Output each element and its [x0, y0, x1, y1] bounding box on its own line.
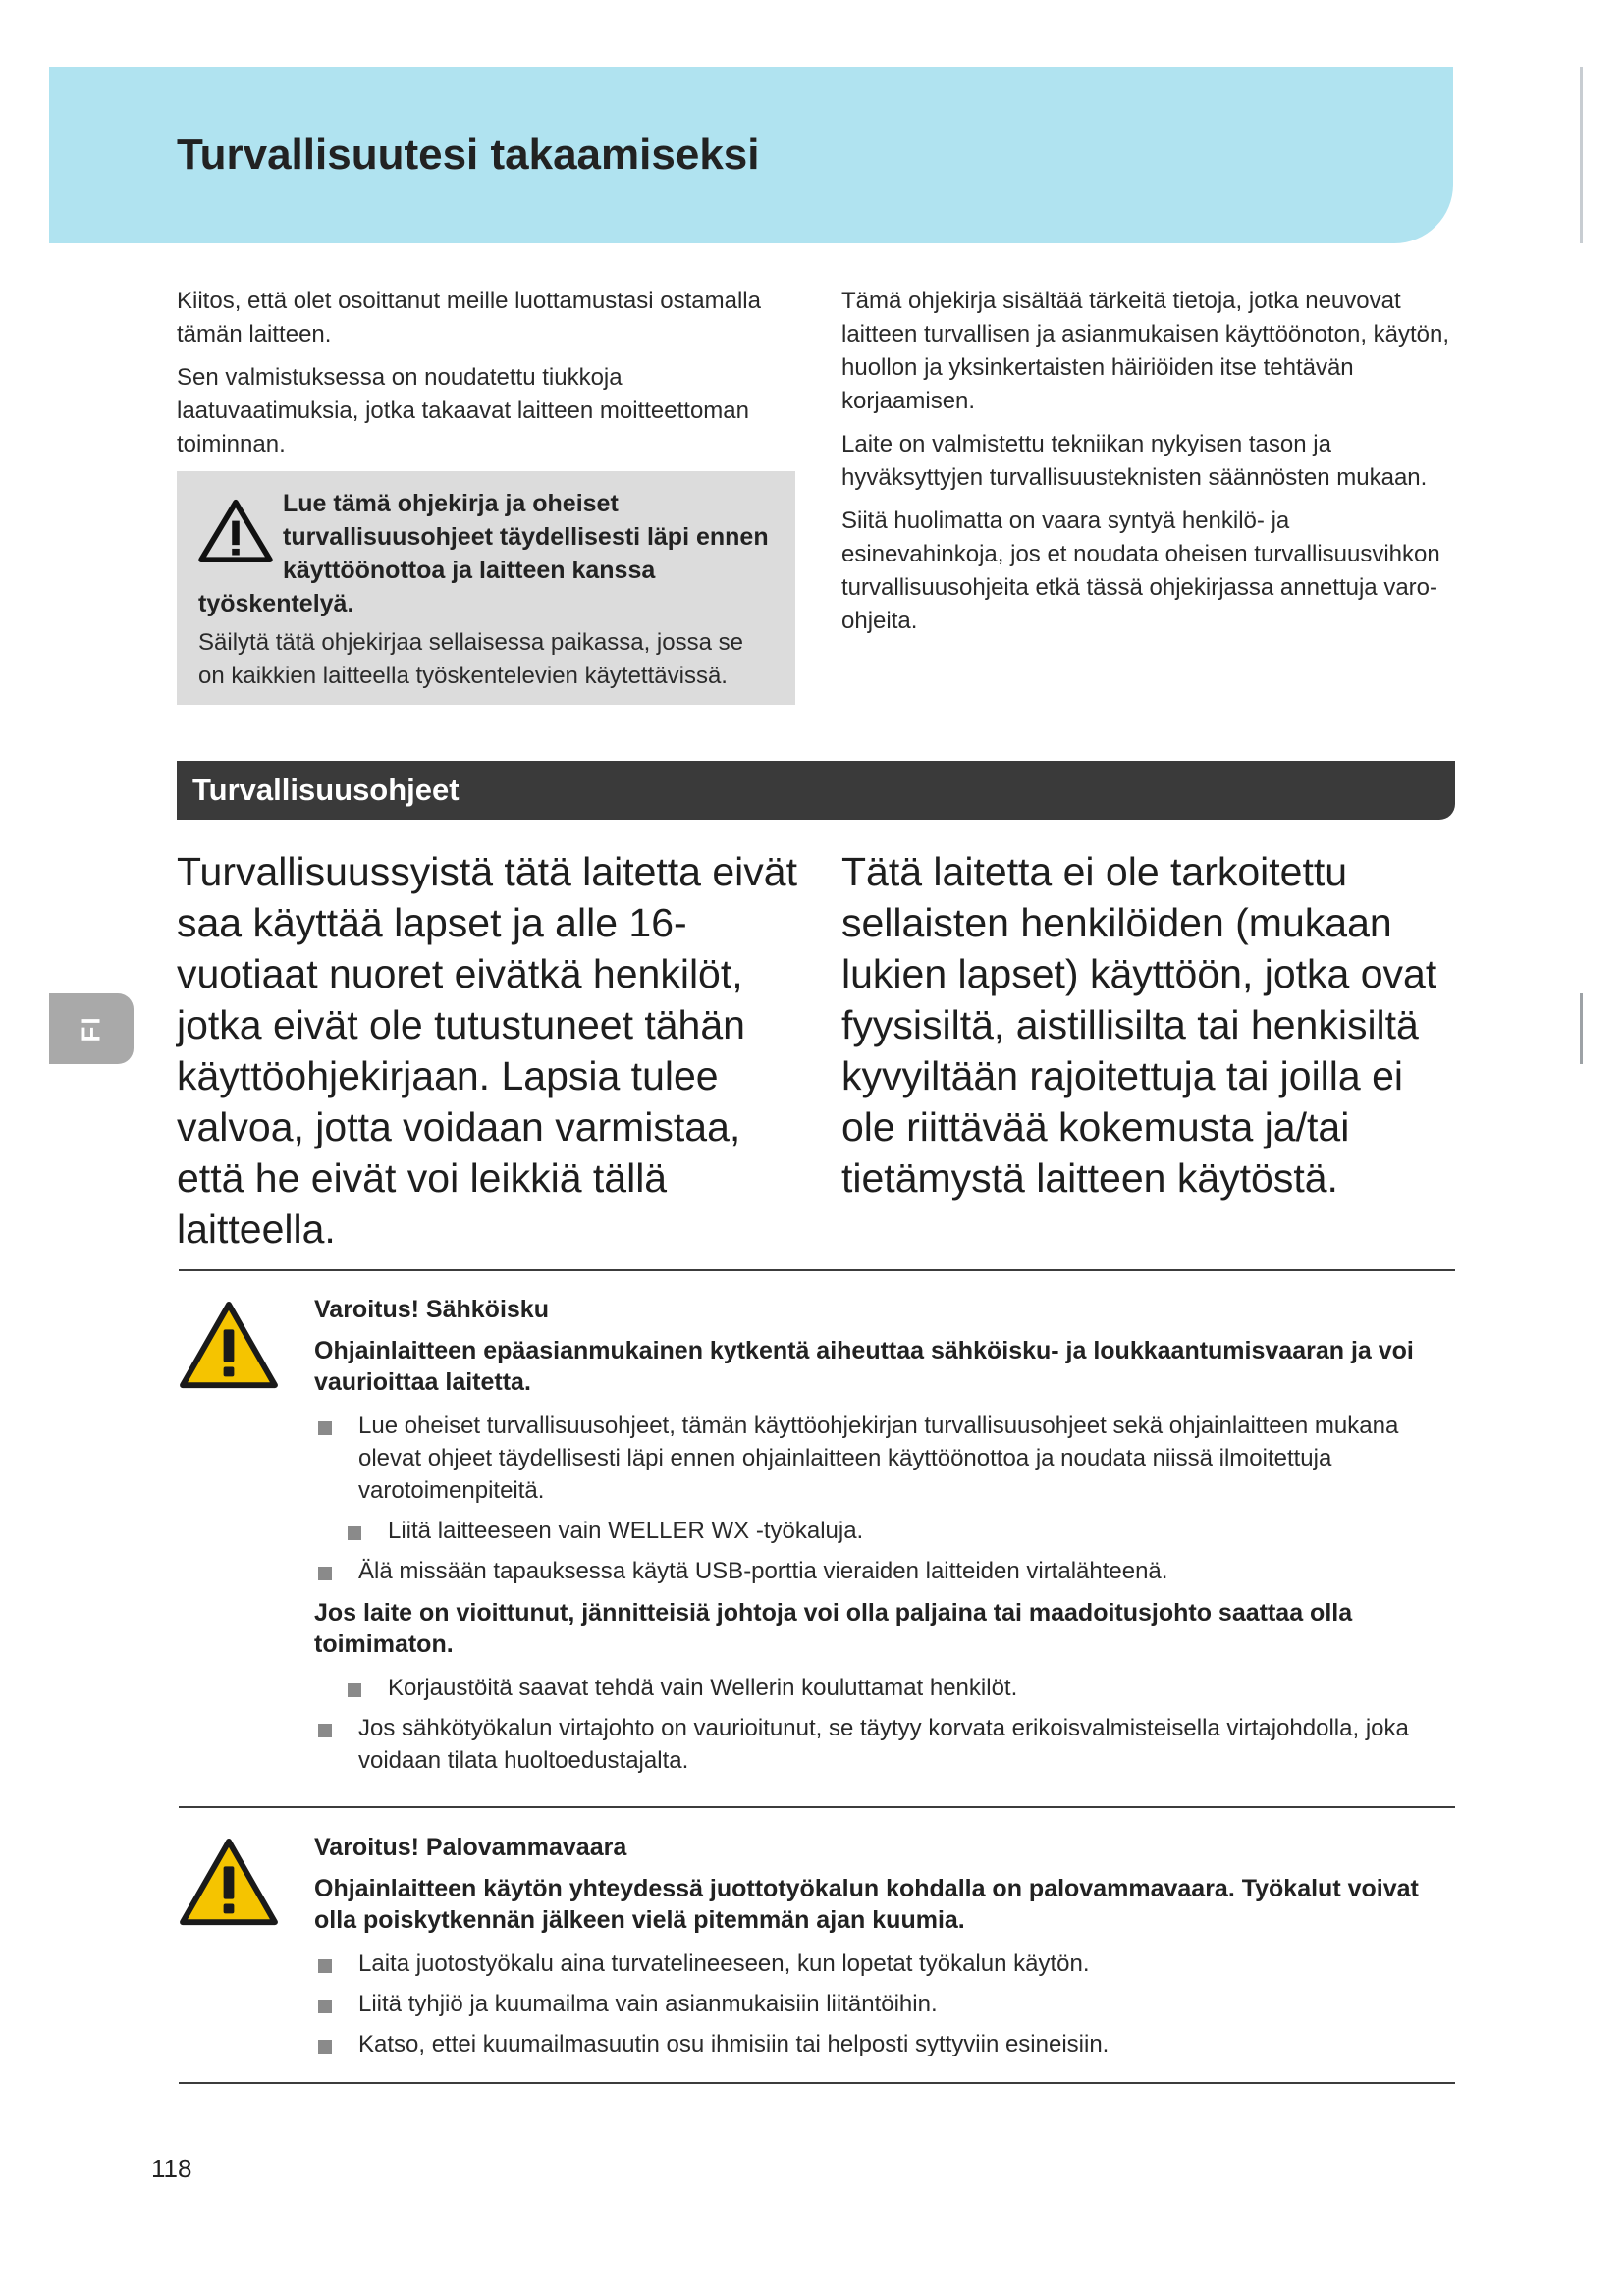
- intro-paragraph: Siitä huolimatta on vaara syntyä henkilö- ja esinevahinkoja, jos et noudata oheisen turvallisuusvihkon turvallisuusohjeita etkä tässä ohjekirjassa annettuja varo-ohjeita.: [841, 507, 1440, 634]
- intro-paragraph: Tämä ohjekirja sisältää tärkeitä tietoja, jotka neuvovat laitteen turvallisen ja asianmukaisen käyttöönoton, käytön, huollon ja yksinkertaisten häiriöiden itse tehtävän korjaamisen.: [841, 288, 1450, 414]
- intro-paragraph: Sen valmistuksessa on noudatettu tiukkoja laatuvaatimuksia, jotka takaavat laitteen moitteettoman toiminnan.: [177, 364, 749, 457]
- list-item: Jos sähkötyökalun virtajohto on vaurioitunut, se täytyy korvata erikoisvalmisteisella virtajohdolla, joka voidaan tilata huoltoedustajalta.: [314, 1712, 1443, 1777]
- warning-triangle-icon: [179, 1838, 279, 1928]
- edge-marker-middle: [1580, 993, 1583, 1064]
- warning-title: Varoitus! Sähköisku: [314, 1296, 549, 1323]
- warning-list: [314, 1672, 1443, 1777]
- divider: [179, 1806, 1455, 1808]
- safety-statement-left: [177, 846, 805, 1255]
- burn-warning: [314, 1832, 1443, 2070]
- section-heading-bar: [177, 761, 1455, 820]
- divider: [179, 2082, 1455, 2084]
- section-heading: Turvallisuusohjeet: [192, 773, 460, 807]
- list-item: Lue oheiset turvallisuusohjeet, tämän käyttöohjekirjan turvallisuusohjeet sekä ohjainlaitteen mukana olevat ohjeet täydellisesti läpi ennen ohjainlaitteen käyttöönottoa ja noudata niissä ilmoitettuja varotoimenpiteitä.: [314, 1410, 1443, 1507]
- list-item: Älä missään tapauksessa käytä USB-porttia vieraiden laitteiden virtalähteenä.: [314, 1555, 1443, 1587]
- warning-title: Varoitus! Palovammavaara: [314, 1834, 627, 1861]
- notice-heading: Lue tämä ohjekirja ja oheiset turvallisuusohjeet täydellisesti läpi ennen käyttöönottoa ja laitteen kanssa työskentelyä.: [198, 490, 769, 617]
- page-title: Turvallisuutesi takaamiseksi: [177, 131, 760, 179]
- warning-lead: Ohjainlaitteen käytön yhteydessä juottotyökalun kohdalla on palovammavaara. Työkalut voivat olla poiskytkennän jälkeen vielä pitemmän ajan kuumia.: [314, 1875, 1419, 1934]
- warning-triangle-icon: [198, 499, 273, 563]
- language-tab-label: FI: [76, 1015, 106, 1042]
- list-item: Liitä tyhjiö ja kuumailma vain asianmukaisiin liitäntöihin.: [314, 1988, 1443, 2020]
- edge-marker-top: [1580, 67, 1583, 243]
- safety-statement-text: Turvallisuussyistä tätä laitetta eivät saa käyttää lapset ja alle 16-vuotiaat nuoret eivätkä henkilöt, jotka eivät ole tutustuneet tähän käyttöohjekirjaan. Lapsia tulee valvoa, jotta voidaan varmistaa, että he eivät voi leikkiä tällä laitteella.: [177, 849, 797, 1252]
- intro-right-column: [841, 285, 1455, 648]
- intro-paragraph: Kiitos, että olet osoittanut meille luottamustasi ostamalla tämän laitteen.: [177, 288, 761, 347]
- warning-lead: Ohjainlaitteen epäasianmukainen kytkentä aiheuttaa sähköisku- ja loukkaantumisvaaran ja voi vaurioittaa laitetta.: [314, 1337, 1414, 1396]
- warning-triangle-icon: [179, 1301, 279, 1391]
- electric-shock-warning: [314, 1294, 1443, 1787]
- notice-text: Säilytä tätä ohjekirjaa sellaisessa paikassa, jossa se on kaikkien laitteella työskentelevien käytettävissä.: [198, 629, 743, 689]
- safety-statement-text: Tätä laitetta ei ole tarkoitettu sellaisten henkilöiden (mukaan lukien lapset) käyttöön, jotka ovat fyysisiltä, aistillisilta tai henkisiltä kyvyiltään rajoitettuja tai joilla ei ole riittävää kokemusta ja/tai tietämystä laitteen käytöstä.: [841, 849, 1437, 1201]
- safety-statement-right: [841, 846, 1460, 1203]
- intro-left-column: [177, 285, 795, 705]
- list-item: Laita juotostyökalu aina turvatelineeseen, kun lopetat työkalun käytön.: [314, 1948, 1443, 1980]
- warning-list: [314, 1410, 1443, 1587]
- warning-lead: Jos laite on vioittunut, jännitteisiä johtoja voi olla paljaina tai maadoitusjohto saattaa olla toimimaton.: [314, 1599, 1353, 1658]
- list-item: Korjaustöitä saavat tehdä vain Wellerin kouluttamat henkilöt.: [344, 1672, 1443, 1704]
- page-number: 118: [151, 2154, 192, 2183]
- divider: [179, 1269, 1455, 1271]
- language-tab: [49, 993, 134, 1064]
- warning-list: [314, 1948, 1443, 2060]
- list-item: Katso, ettei kuumailmasuutin osu ihmisiin tai helposti syttyviin esineisiin.: [314, 2028, 1443, 2060]
- list-item: Liitä laitteeseen vain WELLER WX -työkaluja.: [344, 1515, 1443, 1547]
- intro-paragraph: Laite on valmistettu tekniikan nykyisen tason ja hyväksyttyjen turvallisuusteknisten säännösten mukaan.: [841, 431, 1428, 491]
- read-manual-notice: [177, 471, 795, 705]
